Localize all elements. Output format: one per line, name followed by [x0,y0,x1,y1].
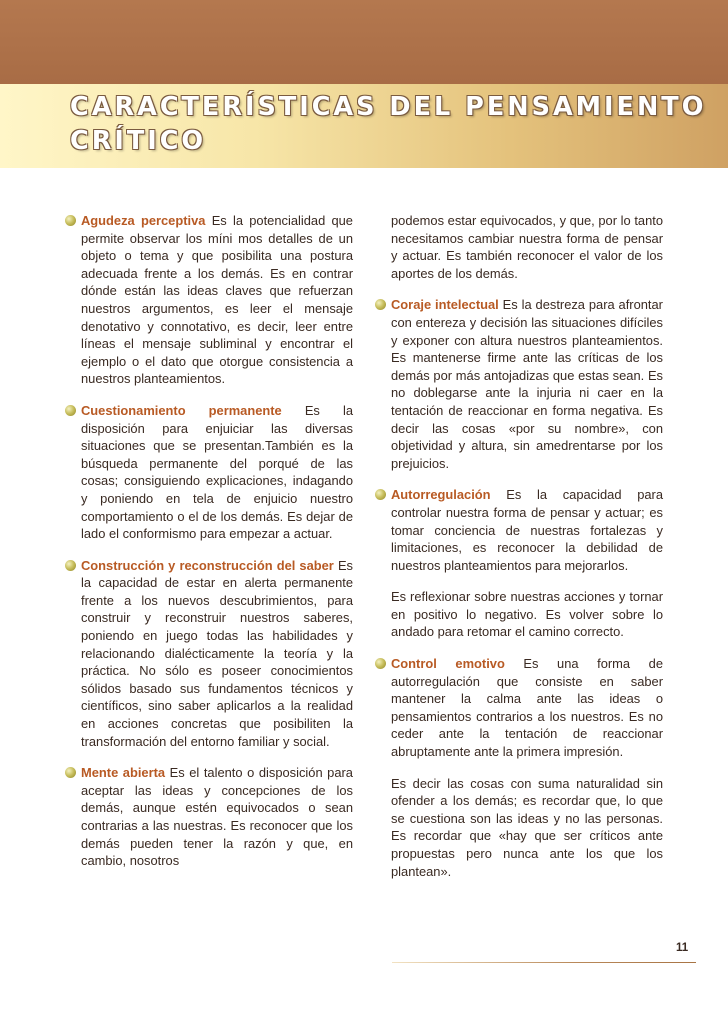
bullet-icon [375,489,386,500]
item-extra-paragraph: Es decir las cosas con suma naturalidad sin ofender a los demás; es recordar que, lo que se cuestiona son las ideas y no las personas. Es recordar que «hay que ser críticos ante propuestas pero nunca ante los que los plantean». [391,775,663,879]
page-title [70,90,710,158]
item-text: Es la potencialidad que permite observar los míni mos detalles de un objeto o tema y que posibilita una postura adecuada frente a los demás. Es en contrar dónde están las ideas claves que refuerzan nuestros argumentos, es leer el mensaje denotativo y connotativo, es decir, leer entre líneas el mensaje subliminal y encontrar el ejemplo o el dato que otorgue consistencia a nuestros planteamientos. [81,213,353,387]
item-coraje-intelectual [391,296,663,472]
bullet-icon [65,405,76,416]
item-construccion-saber [81,557,353,751]
continuation-paragraph: podemos estar equivocados, y que, por lo tanto necesitamos cambiar nuestra forma de pensar y actuar. Es también reconocer el valor de los aportes de los demás. [391,213,663,281]
item-term: Agudeza perceptiva [81,213,206,228]
item-term: Autorregulación [391,487,491,503]
page-number: 11 [676,942,689,954]
bullet-icon [65,767,76,778]
item-text: Es el talento o disposición para aceptar las ideas y concepciones de los demás, aunque estén equivocados o sean contrarias a las nuestras. Es reconocer que los demás pueden tener la razón y que, en cambio, nosotros [81,765,353,869]
bullet-icon [65,215,76,226]
item-term: Mente abierta [81,765,166,781]
header-band [0,0,728,84]
item-agudeza-perceptiva [81,212,353,388]
title-line-1: CARACTERÍSTICAS DEL PENSAMIENTO [70,92,707,122]
item-mente-abierta [81,764,353,870]
item-term: Construcción y reconstrucción del saber [81,557,334,573]
page-number-rule [392,962,696,963]
item-text: Es la capacidad de estar en alerta permanente frente a los nuevos descubrimientos, para construir y reconstruir nuestros saberes, poniendo en juego todas las habilidades y relacionando dialécticamente la teoría y la práctica. No sólo es poseer conocimientos sólidos basado sus fundamentos técnicos y científicos, sino saber aplicarlos a la realidad en acciones concretas que posibiliten la transformación del entorno familiar y social. [81,557,353,749]
bullet-icon [65,560,76,571]
item-term: Coraje intelectual [391,297,499,313]
item-extra-paragraph: Es reflexionar sobre nuestras acciones y tornar en positivo lo negativo. Es volver sobre lo andado para retomar el camino correcto. [391,589,663,640]
bullet-icon [375,299,386,310]
item-term: Control emotivo [391,656,505,672]
item-term: Cuestionamiento permanente [81,402,282,418]
item-text: Es la disposición para enjuiciar las diversas situaciones que se presentan.También es la búsqueda permanente del porqué de las cosas; consiguiendo explicaciones, indagando y poniendo en tela de enjuicio nuestro comportamiento o el de los demás. Es dejar de lado el conformismo para empezar a actuar. [81,402,353,542]
left-column [81,212,353,884]
item-text: Es la destreza para afrontar con entereza y decisión las situaciones difíciles y exponer con altura nuestros planteamientos. Es mantenerse firme ante las críticas de los demás por más antojadizas que estas sean. Es no doblegarse ante la injuria ni caer en la tentación de reaccionar en forma negativa. Es decir las cosas «por su nombre», con objetividad y altura, sin amedrentarse por los prejuicios. [391,297,663,471]
bullet-icon [375,658,386,669]
item-cuestionamiento-permanente [81,402,353,543]
item-text: Es la capacidad para controlar nuestra forma de pensar y actuar; es tomar conciencia de nuestras fortalezas y limitaciones, es reconocer la debilidad de nuestros planteamientos para mejorarlos. [391,487,663,573]
item-control-emotivo [391,655,663,761]
item-text: Es una forma de autorregulación que consiste en saber mantener la calma ante las ideas o pensamientos contrarios a los nuestros. Es no ceder ante la tentación de reaccionar abruptamente ante la primera impresión. [391,656,663,760]
title-line-2: CRÍTICO [70,126,207,156]
right-column [391,212,663,894]
item-autorregulacion [391,486,663,574]
